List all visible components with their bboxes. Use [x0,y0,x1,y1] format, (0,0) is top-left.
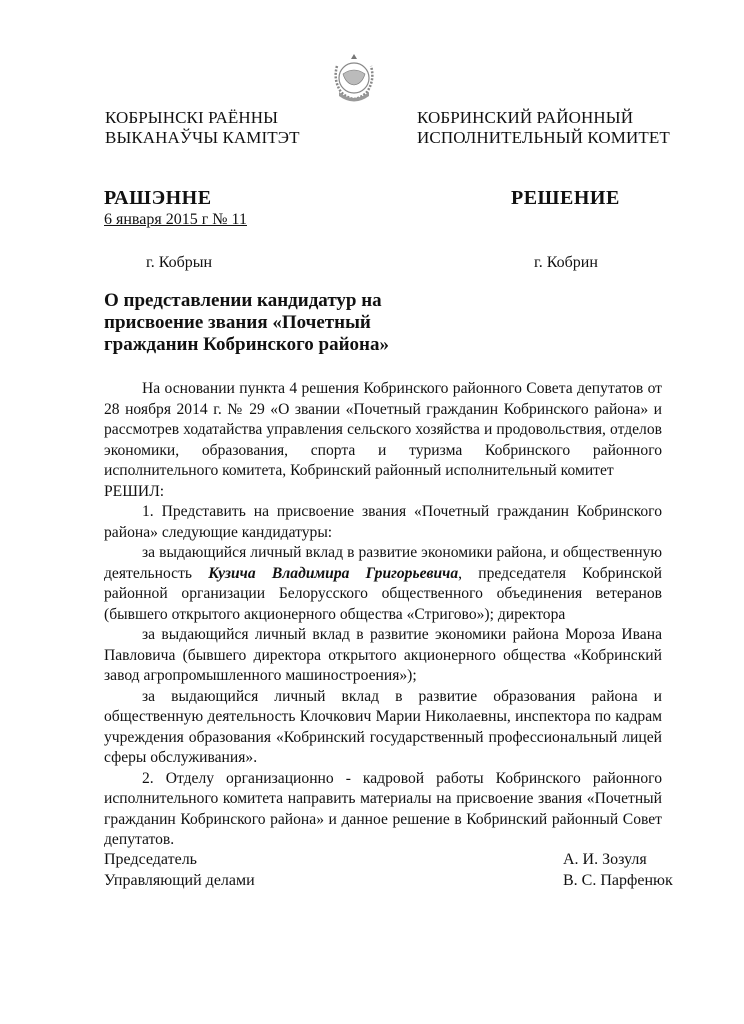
doc-type-right: РЕШЕНИЕ [511,187,620,209]
signature-name-2: В. С. Парфенюк [563,872,673,889]
doc-type-left: РАШЭННЕ [104,187,212,209]
header-right [417,108,670,148]
signature-position-2: Управляющий делами [104,872,255,889]
paragraph-item-1: 1. Представить на присвоение звания «Почетный гражданин Кобринского района» следующие кандидатуры: [104,503,662,541]
date-number: 6 января 2015 г № 11 [104,211,247,228]
paragraph-item-2: 2. Отделу организационно - кадровой работы Кобринского районного исполнительного комитета направить материалы на присвоение звания «Почетный гражданин Кобринского района» и данное решение в Кобринский районный Совет депутатов. [104,769,662,848]
header-left-line1: КОБРЫНСКІ РАЁННЫ [105,108,279,127]
candidate-1-text-after: , председателя Кобринской районной организации Белорусского общественного объединения ветеранов (бывшего открытого акционерного общества «Стригово»); директора [104,564,662,623]
signature-names [563,849,673,891]
city-left: г. Кобрын [146,254,213,271]
belarus-coat-of-arms-icon [329,52,379,104]
subject-line2: присвоение звания «Почетный [104,312,371,333]
header-left-line2: ВЫКАНАЎЧЫ КАМІТЭТ [105,128,300,147]
candidate-1-name: Кузича Владимира Григорьевича [208,564,459,582]
subject-line3: гражданин Кобринского района» [104,334,389,355]
paragraph-candidate-2: за выдающийся личный вклад в развитие экономики района Мороза Ивана Павловича (бывшего директора открытого акционерного общества «Кобринский завод агропромышленного машиностроения»); [104,626,662,684]
subject-line1: О представлении кандидатур на [104,290,382,311]
signature-positions [104,849,255,891]
header-right-line2: ИСПОЛНИТЕЛЬНЫЙ КОМИТЕТ [417,128,670,147]
header-right-line1: КОБРИНСКИЙ РАЙОННЫЙ [417,108,634,127]
coat-of-arms-emblem [329,52,379,104]
resolved-label: РЕШИЛ: [104,482,165,500]
document-body [104,379,662,851]
candidate-1-text-before: за выдающийся личный вклад в развитие экономики района, и общественную деятельность [104,544,662,582]
header-left [105,108,300,148]
paragraph-candidate-3: за выдающийся личный вклад в развитие образования района и общественную деятельность Клочкович Марии Николаевны, инспектора по кадрам учреждения образования «Кобринский государственный профессиональный лицей сферы обслуживания». [104,687,662,766]
city-right: г. Кобрин [534,254,598,271]
signature-name-1: А. И. Зозуля [563,851,647,868]
paragraph-candidate-1 [104,543,662,625]
paragraph-preamble: На основании пункта 4 решения Кобринского районного Совета депутатов от 28 ноября 2014 г. № 29 «О звании «Почетный гражданин Кобринского района» и рассмотрев ходатайства управления сельского хозяйства и продовольствия, отделов экономики, образования, спорта и туризма Кобринского районного исполнительного комитета, Кобринский районный исполнительный комитет [104,380,662,479]
signature-position-1: Председатель [104,851,197,868]
subject-heading [104,290,389,356]
